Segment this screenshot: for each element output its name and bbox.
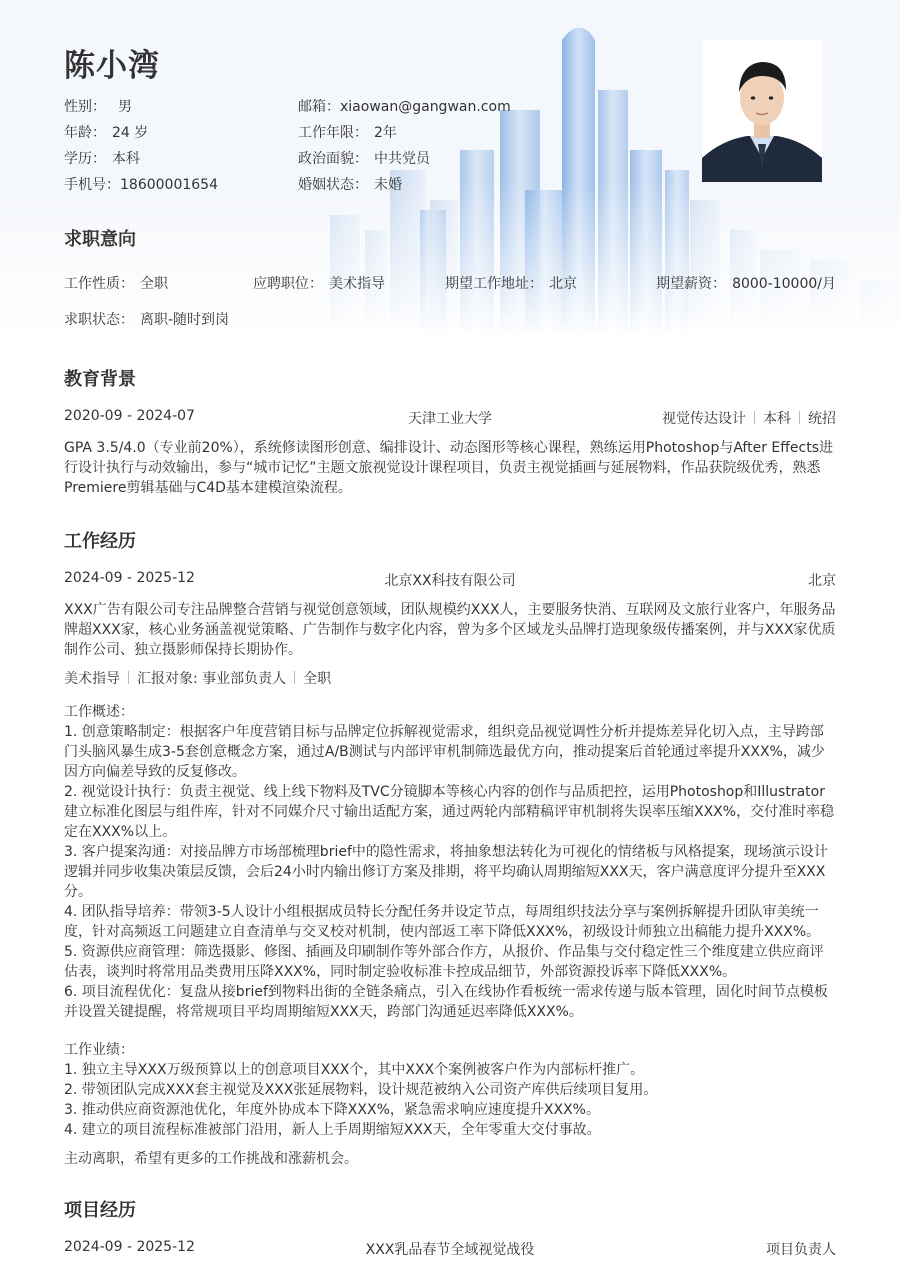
intent-position-label: 应聘职位： [253,276,323,292]
achievement-item: 1. 独立主导XXX万级预算以上的创意项目XXX个，其中XXX个案例被客户作为内部标杆推广。 [64,1062,645,1078]
overview-item: 2. 视觉设计执行：负责主视觉、线上线下物料及TVC分镜脚本等核心内容的创作与品质把控，运用Photoshop和Illustrator建立标准化图层与组件库，针对不同媒介尺寸输出适配方案，通过两轮内部精稿评审机制将失误率压缩XXX%，交付准时率稳定在XXX%以上。 [64,784,835,840]
company-description: XXX广告有限公司专注品牌整合营销与视觉创意领域，团队规模约XXX人，主要服务快消、互联网及文旅行业客户，年服务品牌超XXX家，核心业务涵盖视觉策略、广告制作与数字化内容，曾为多个区域龙头品牌打造现象级传播案例，并与XXX家优质制作公司、独立摄影师保持长期协作。 [64,602,836,658]
info-political [298,148,430,168]
overview-item: 3. 客户提案沟通：对接品牌方市场部梳理brief中的隐性需求，将抽象想法转化为可视化的情绪板与风格提案，现场演示设计逻辑并同步收集决策层反馈，会后24小时内输出修订方案及排期，将平均确认周期缩短XXX天，客户满意度评分提升至XXX分。 [64,844,828,900]
project-dates: 2024-09 - 2025-12 [64,1239,195,1255]
education-label: 学历： [64,151,106,167]
work-role: 美术指导 [64,671,120,687]
info-education [64,148,140,168]
info-phone [64,174,218,194]
work-role-row [64,668,836,688]
education-degree: 本科 [763,411,791,427]
intent-type-label: 工作性质： [64,276,134,292]
work-dates: 2024-09 - 2025-12 [64,570,195,586]
intent-salary [656,273,836,293]
intent-position-value: 美术指导 [329,276,385,292]
work-achievements [64,1040,836,1140]
intent-location [445,273,577,293]
gender-value: 男 [118,99,132,115]
work-city: 北京 [808,573,836,589]
work-report: 汇报对象: 事业部负责人 [137,671,287,687]
separator [294,671,295,684]
age-label: 年龄： [64,125,106,141]
achievements-title: 工作业绩： [64,1042,134,1058]
overview-item: 1. 创意策略制定：根据客户年度营销目标与品牌定位拆解视觉需求，组织竞品视觉调性分析并提炼差异化切入点，主导跨部门头脑风暴生成3-5套创意概念方案，通过A/B测试与内部评审机制筛选最优方向，推动提案后首轮通过率提升XXX%，减少因方向偏差导致的反复修改。 [64,724,825,780]
intent-position [253,273,385,293]
intent-location-value: 北京 [549,276,577,292]
email-label: 邮箱： [298,99,340,115]
intent-type [64,273,168,293]
political-value: 中共党员 [374,151,430,167]
separator [799,411,800,424]
education-header-row [64,408,836,428]
work-overview [64,702,836,1022]
work-company: 北京XX科技有限公司 [384,573,516,589]
project-header-row [64,1239,836,1259]
intent-status-label: 求职状态： [64,312,134,328]
projects-section-title: 项目经历 [64,1200,136,1221]
info-age [64,122,148,142]
candidate-name: 陈小湾 [64,48,160,84]
info-years [298,122,397,142]
intent-status [64,309,229,329]
education-dates: 2020-09 - 2024-07 [64,408,195,424]
info-marital [298,174,402,194]
education-mode: 统招 [808,411,836,427]
intent-status-value: 离职-随时到岗 [140,312,230,328]
education-major: 视觉传达设计 [662,411,746,427]
work-section-title: 工作经历 [64,531,136,552]
age-value: 24 岁 [112,125,149,141]
years-label: 工作年限： [298,125,368,141]
overview-item: 5. 资源供应商管理：筛选摄影、修图、插画及印刷制作等外部合作方，从报价、作品集与交付稳定性三个维度建立供应商评估表，谈判时将常用品类费用压降XXX%，同时制定验收标准卡控成品细节，外部资源投诉率下降低XXX%。 [64,944,824,980]
phone-value: 18600001654 [120,177,218,193]
separator [754,411,755,424]
profile-photo [702,40,822,182]
achievement-item: 3. 推动供应商资源池优化，年度外协成本下降XXX%，紧急需求响应速度提升XXX%。 [64,1102,600,1118]
project-role: 项目负责人 [766,1242,836,1258]
leave-reason: 主动离职，希望有更多的工作挑战和涨薪机会。 [64,1151,358,1167]
info-gender [64,96,132,116]
gender-label: 性别： [64,99,106,115]
separator [128,671,129,684]
education-value: 本科 [112,151,140,167]
email-value: xiaowan@gangwan.com [340,99,511,115]
achievement-item: 4. 建立的项目流程标准被部门沿用，新人上手周期缩短XXX天，全年零重大交付事故。 [64,1122,601,1138]
political-label: 政治面貌： [298,151,368,167]
intent-section-title: 求职意向 [64,229,136,250]
years-value: 2年 [374,125,397,141]
work-job-type: 全职 [303,671,332,687]
marital-value: 未婚 [374,177,402,193]
intent-salary-label: 期望薪资： [656,276,727,292]
work-header-row [64,570,836,590]
info-email [298,96,511,116]
overview-item: 6. 项目流程优化：复盘从接brief到物料出街的全链条痛点，引入在线协作看板统一需求传递与版本管理，固化时间节点模板并设置关键提醒，将常规项目平均周期缩短XXX天，跨部门沟通延迟率降低XXX%。 [64,984,828,1020]
education-description: GPA 3.5/4.0（专业前20%），系统修读图形创意、编排设计、动态图形等核心课程，熟练运用Photoshop与After Effects进行设计执行与动效输出，参与“城市记忆”主题文旅视觉设计课程项目，负责主视觉插画与延展物料，作品获院级优秀，熟悉Premiere剪辑基础与C4D基本建模渲染流程。 [64,440,833,496]
achievement-item: 2. 带领团队完成XXX套主视觉及XXX张延展物料，设计规范被纳入公司资产库供后续项目复用。 [64,1082,658,1098]
intent-salary-value: 8000-10000/月 [732,276,836,292]
marital-label: 婚姻状态： [298,177,368,193]
education-section-title: 教育背景 [64,369,136,390]
overview-title: 工作概述： [64,704,134,720]
project-name: XXX乳品春节全域视觉战役 [365,1242,535,1258]
phone-label: 手机号： [64,177,120,193]
intent-type-value: 全职 [140,276,168,292]
work-role-info [64,668,331,688]
overview-item: 4. 团队指导培养：带领3-5人设计小组根据成员特长分配任务并设定节点，每周组织技法分享与案例拆解提升团队审美统一度，针对高频返工问题建立自查清单与交叉校对机制，使内部返工率下降低XXX%，初级设计师独立出稿能力提升XXX%。 [64,904,821,940]
intent-location-label: 期望工作地址： [445,276,543,292]
education-degree-info [662,408,836,428]
education-school: 天津工业大学 [408,411,492,427]
